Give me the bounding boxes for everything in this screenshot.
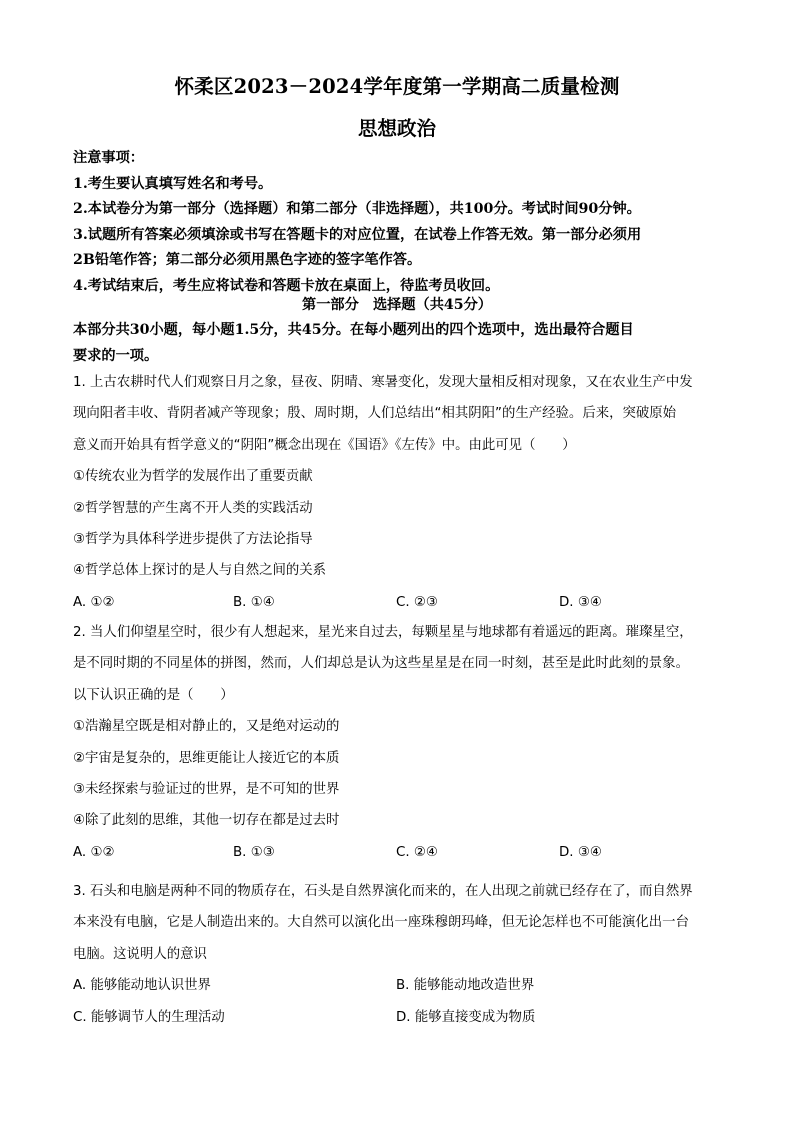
notice-item: 1.考生要认真填写姓名和考号。 — [73, 175, 273, 192]
question-stem-line: 意义而开始具有哲学意义的“阴阳”概念出现在《国语》《左传》中。由此可见（ ） — [73, 437, 576, 453]
intro-line: 本部分共30小题，每小题1.5分，共45分。在每小题列出的四个选项中，选出最符合题目 — [73, 322, 634, 338]
option-d: D. ③④ — [559, 844, 602, 860]
notice-item: 2B铅笔作答；第二部分必须用黑色字迹的签字笔作答。 — [73, 252, 422, 268]
statement: ②哲学智慧的产生离不开人类的实践活动 — [73, 500, 313, 516]
statement: ③哲学为具体科学进步提供了方法论指导 — [73, 532, 313, 548]
exam-title: 怀柔区2023－2024学年度第一学期高二质量检测 — [174, 75, 620, 98]
option-b: B. ①④ — [233, 594, 275, 610]
option-d: D. ③④ — [559, 594, 602, 610]
option-a: A. ①② — [73, 594, 115, 610]
options-row — [73, 970, 723, 1001]
question-stem-line: 现向阳者丰收、背阴者减产等现象；殷、周时期，人们总结出“相其阴阳”的生产经验。后来，突破原始 — [73, 406, 677, 422]
option-c: C. 能够调节人的生理活动 — [73, 1009, 225, 1025]
option-c: C. ②④ — [396, 844, 438, 860]
question-3 — [73, 876, 723, 1033]
options-row — [73, 837, 723, 868]
part1-heading: 第一部分 选择题（共45分） — [302, 297, 492, 313]
statement: ②宇宙是复杂的，思维更能让人接近它的本质 — [73, 750, 340, 766]
question-1 — [73, 367, 723, 618]
statement: ③未经探索与验证过的世界，是不可知的世界 — [73, 782, 340, 798]
part1-intro — [73, 318, 723, 369]
question-stem-line: 本来没有电脑，它是人制造出来的。大自然可以演化出一座珠穆朗玛峰，但无论怎样也不可能演化出一台 — [73, 915, 689, 931]
option-d: D. 能够直接变成为物质 — [396, 1009, 536, 1025]
statement: ④哲学总体上探讨的是人与自然之间的关系 — [73, 563, 327, 579]
options-row — [73, 1002, 723, 1033]
option-b: B. ①③ — [233, 844, 275, 860]
option-a: A. 能够能动地认识世界 — [73, 978, 211, 994]
notice-item: 4.考试结束后，考生应将试卷和答题卡放在桌面上，待监考员收回。 — [73, 277, 500, 294]
notice-heading: 注意事项： — [73, 150, 144, 166]
question-2 — [73, 617, 723, 868]
notice-item: 2.本试卷分为第一部分（选择题）和第二部分（非选择题），共100分。考试时间90分钟。 — [73, 201, 641, 217]
question-stem-line: 电脑。这说明人的意识 — [73, 946, 207, 962]
question-stem-line: 1. 上古农耕时代人们观察日月之象，昼夜、阴晴、寒暑变化，发现大量相反相对现象，又在农业生产中发 — [73, 375, 693, 390]
question-stem-line: 是不同时期的不同星体的拼图，然而，人们却总是认为这些星星是在同一时刻，甚至是此时此刻的景象。 — [73, 656, 689, 672]
statement: ①浩瀚星空既是相对静止的，又是绝对运动的 — [73, 719, 340, 735]
intro-line: 要求的一项。 — [73, 347, 159, 364]
question-stem-line: 以下认识正确的是（ ） — [73, 687, 234, 703]
statement: ①传统农业为哲学的发展作出了重要贡献 — [73, 469, 313, 485]
subject-title: 思想政治 — [357, 117, 436, 140]
options-row — [73, 587, 723, 618]
option-b: B. 能够能动地改造世界 — [396, 978, 535, 994]
option-c: C. ②③ — [396, 594, 438, 610]
question-stem-line: 3. 石头和电脑是两种不同的物质存在，石头是自然界演化而来的，在人出现之前就已经存在了，而自然界 — [73, 884, 693, 899]
notice-block — [73, 146, 723, 299]
notice-item: 3.试题所有答案必须填涂或书写在答题卡的对应位置，在试卷上作答无效。第一部分必须用 — [73, 226, 642, 243]
statement: ④除了此刻的思维，其他一切存在都是过去时 — [73, 813, 340, 829]
question-stem-line: 2. 当人们仰望星空时，很少有人想起来，星光来自过去，每颗星星与地球都有着遥远的距离。璀璨星空， — [73, 625, 693, 640]
option-a: A. ①② — [73, 844, 115, 860]
